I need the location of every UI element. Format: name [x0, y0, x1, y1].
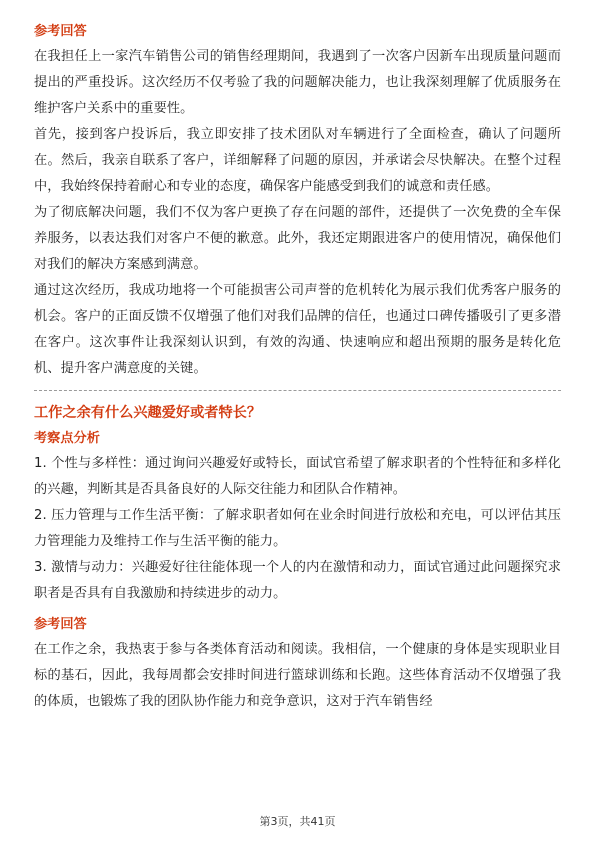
analysis-point: 1. 个性与多样性：通过询问兴趣爱好或特长，面试官希望了解求职者的个性特征和多样化的兴趣，判断其是否具备良好的人际交往能力和团队合作精神。 — [34, 456, 561, 497]
section-divider — [34, 390, 561, 391]
page-content — [34, 22, 561, 715]
analysis-heading: 考察点分析 — [34, 431, 100, 446]
answer-paragraph: 为了彻底解决问题，我们不仅为客户更换了存在问题的部件，还提供了一次免费的全车保养服务，以表达我们对客户不便的歉意。此外，我还定期跟进客户的使用情况，确保他们对我们的解决方案感到满意。 — [34, 205, 561, 272]
answer-paragraph: 通过这次经历，我成功地将一个可能损害公司声誉的危机转化为展示我们优秀客户服务的机会。客户的正面反馈不仅增强了他们对我们品牌的信任，也通过口碑传播吸引了更多潜在客户。这次事件让我深刻认识到，有效的沟通、快速响应和超出预期的服务是转化危机、提升客户满意度的关键。 — [34, 283, 561, 376]
answer-paragraph: 首先，接到客户投诉后，我立即安排了技术团队对车辆进行了全面检查，确认了问题所在。然后，我亲自联系了客户，详细解释了问题的原因，并承诺会尽快解决。在整个过程中，我始终保持着耐心和专业的态度，确保客户能感受到我们的诚意和责任感。 — [34, 127, 561, 194]
page-number: 第3页，共41页 — [259, 815, 336, 828]
answer-heading: 参考回答 — [34, 617, 87, 632]
analysis-point: 3. 激情与动力：兴趣爱好往往能体现一个人的内在激情和动力，面试官通过此问题探究求职者是否具有自我激励和持续进步的动力。 — [34, 560, 561, 601]
answer-paragraph: 在工作之余，我热衷于参与各类体育活动和阅读。我相信，一个健康的身体是实现职业目标的基石，因此，我每周都会安排时间进行篮球训练和长跑。这些体育活动不仅增强了我的体质，也锻炼了我的团队协作能力和竞争意识，这对于汽车销售经 — [34, 642, 561, 709]
answer-paragraph: 在我担任上一家汽车销售公司的销售经理期间，我遇到了一次客户因新车出现质量问题而提出的严重投诉。这次经历不仅考验了我的问题解决能力，也让我深刻理解了优质服务在维护客户关系中的重要性。 — [34, 49, 561, 116]
answer-heading: 参考回答 — [34, 24, 87, 39]
question-title: 工作之余有什么兴趣爱好或者特长？ — [34, 405, 262, 421]
analysis-point: 2. 压力管理与工作生活平衡：了解求职者如何在业余时间进行放松和充电，可以评估其压力管理能力及维持工作与生活平衡的能力。 — [34, 508, 561, 549]
